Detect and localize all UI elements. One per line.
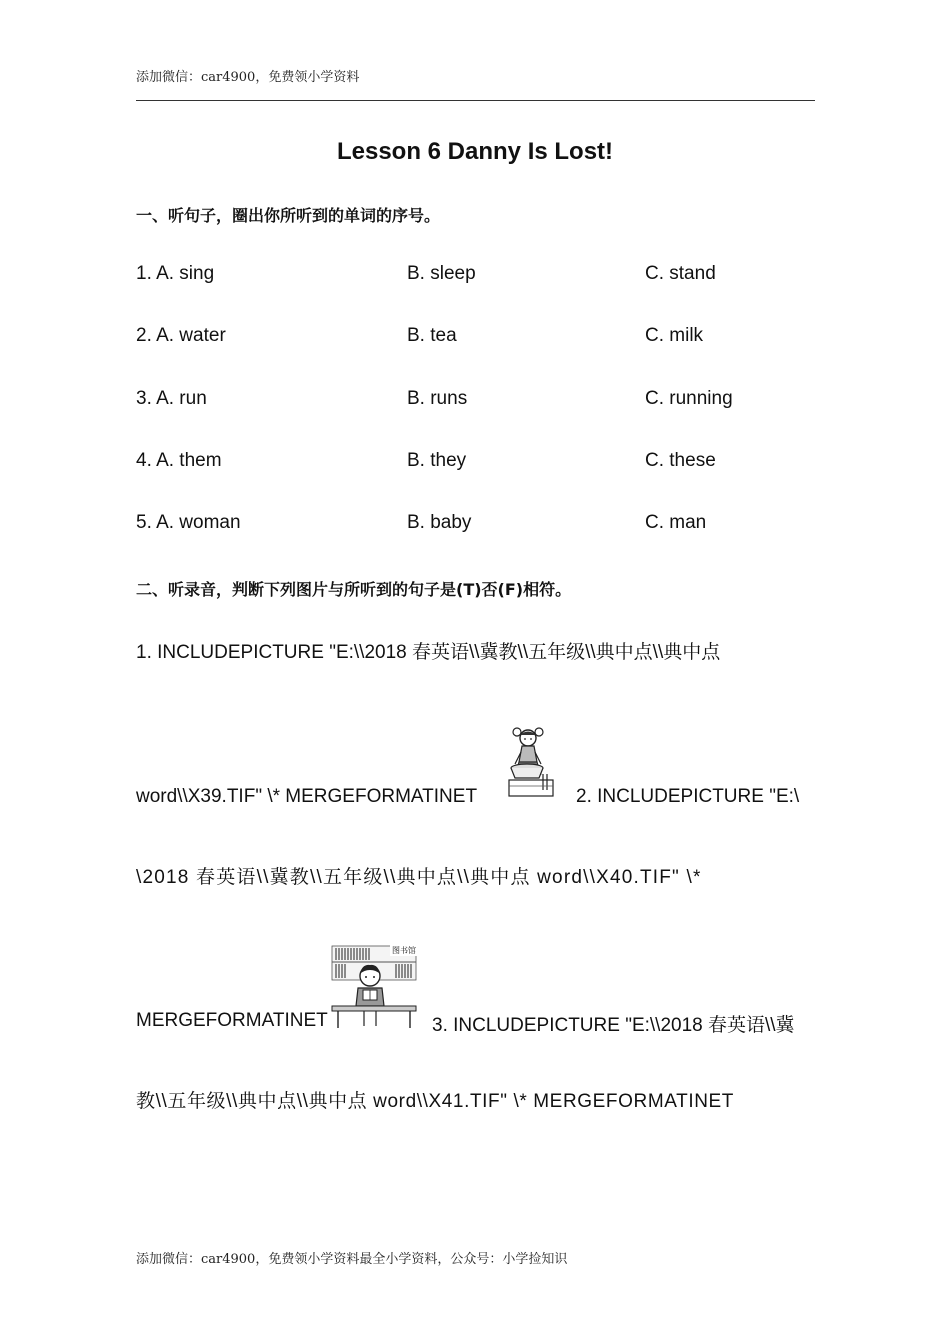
girl-washing-picture	[505, 724, 557, 800]
section-2-line-4a: MERGEFORMATINET	[136, 1010, 328, 1031]
q1-option-b: B. sleep	[407, 263, 476, 284]
q5-option-a: 5. A. woman	[136, 512, 241, 533]
header-note: 添加微信：car4900，免费领小学资料	[136, 70, 360, 85]
section-2-line-5: 教\\五年级\\典中点\\典中点 word\\X41.TIF" \* MERGEFORMATINET	[136, 1091, 734, 1112]
q3-option-c: C. running	[645, 388, 733, 409]
section-2-line-2a: word\\X39.TIF" \* MERGEFORMATINET	[136, 786, 478, 807]
q1-option-c: C. stand	[645, 263, 716, 284]
section-2-line-2b: 2. INCLUDEPICTURE "E:\	[576, 786, 800, 807]
footer-note: 添加微信：car4900，免费领小学资料最全小学资料，公众号：小学捡知识	[136, 1252, 568, 1267]
page-title: Lesson 6 Danny Is Lost!	[336, 138, 614, 165]
q2-option-c: C. milk	[645, 325, 704, 346]
header-divider	[136, 100, 815, 101]
section-2-line-3: \2018 春英语\\冀教\\五年级\\典中点\\典中点 word\\X40.TIF" \*	[136, 867, 702, 888]
q5-option-b: B. baby	[407, 512, 472, 533]
q4-option-c: C. these	[645, 450, 716, 471]
q4-option-b: B. they	[407, 450, 467, 471]
q2-option-b: B. tea	[407, 325, 457, 346]
section-2-heading: 二、听录音，判断下列图片与所听到的句子是(T)否(F)相符。	[136, 580, 572, 599]
library-boy-picture	[330, 944, 418, 1030]
q4-option-a: 4. A. them	[136, 450, 222, 471]
q3-option-b: B. runs	[407, 388, 468, 409]
q1-option-a: 1. A. sing	[136, 263, 215, 284]
section-1-heading: 一、听句子，圈出你所听到的单词的序号。	[136, 206, 441, 225]
section-2-line-4b: 3. INCLUDEPICTURE "E:\\2018 春英语\\冀	[432, 1015, 795, 1036]
q3-option-a: 3. A. run	[136, 388, 207, 409]
q2-option-a: 2. A. water	[136, 325, 226, 346]
section-2-line-1: 1. INCLUDEPICTURE "E:\\2018 春英语\\冀教\\五年级\\典中点\\典中点	[136, 642, 721, 663]
library-sign: 图书馆	[392, 946, 416, 955]
q5-option-c: C. man	[645, 512, 707, 533]
